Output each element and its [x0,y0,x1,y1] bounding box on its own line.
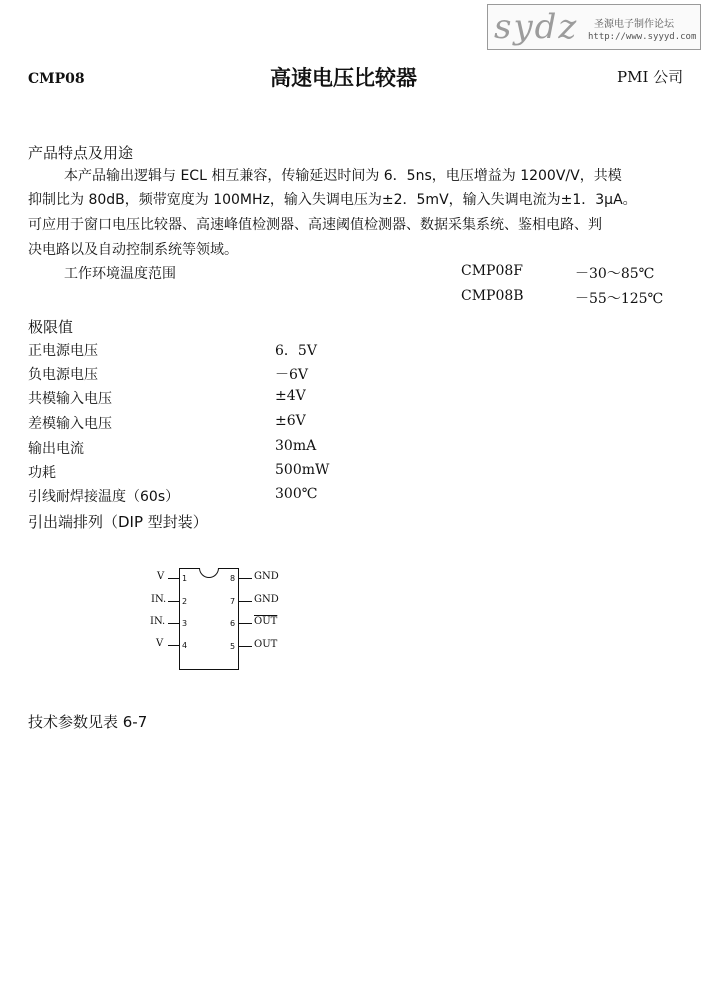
limit-label: 引线耐焊接温度（60s） [28,489,180,505]
features-line: 可应用于窗口电压比较器、高速峰值检测器、高速阈值检测器、数据采集系统、鉴相电路、判 [28,217,602,233]
pin-name: IN. [151,594,167,605]
limit-value: －6V [275,367,309,383]
pin-lead [238,646,252,647]
pinout-heading: 引出端排列（DIP 型封装） [28,513,208,531]
features-line: 本产品输出逻辑与 ECL 相互兼容，传输延迟时间为 6．5ns，电压增益为 1200V/V，共模 [64,168,622,184]
page-title: 高速电压比较器 [270,66,417,90]
limit-label: 负电源电压 [28,367,98,383]
pin-number: 5 [230,642,236,651]
limit-value: ±4V [275,388,306,404]
pin-number: 4 [182,641,188,650]
package-notch [199,568,219,578]
features-line: 抑制比为 80dB，频带宽度为 100MHz，输入失调电压为±2．5mV，输入失调电流为±1．3μA。 [28,192,637,208]
pin-name: V [156,638,164,649]
limit-value: ±6V [275,413,306,429]
pin-lead [238,623,252,624]
footer-note: 技术参数见表 6-7 [28,713,148,731]
temp-range-label: 工作环境温度范围 [64,266,176,282]
pin-number: 3 [182,619,188,628]
watermark-logo [487,4,701,50]
pin-name: V [157,571,165,582]
pin-lead [238,601,252,602]
pin-name: $\overline{OUT}$ [254,616,278,627]
pin-number: 2 [182,597,188,606]
pin-name: GND [254,594,279,605]
temp-part: CMP08F [461,263,523,279]
limit-label: 功耗 [28,465,56,481]
limit-label: 共模输入电压 [28,391,112,407]
pin-lead [168,645,179,646]
pin-number: 7 [230,597,236,606]
features-line: 决电路以及自动控制系统等领域。 [28,242,238,258]
pin-lead [238,578,252,579]
limit-label: 输出电流 [28,441,84,457]
features-heading: 产品特点及用途 [28,144,134,162]
limit-value: 6．5V [275,343,317,359]
model-number: CMP08 [28,71,85,87]
watermark-site-name: 圣源电子制作论坛 [594,19,674,30]
limits-heading: 极限值 [28,318,74,336]
limit-value: 30mA [275,438,317,454]
temp-range: －30～85℃ [575,266,655,282]
watermark-logo-text: sydz [494,7,579,47]
temp-part: CMP08B [461,288,524,304]
pin-lead [168,578,179,579]
pin-number: 8 [230,574,236,583]
pin-name: GND [254,571,279,582]
limit-value: 500mW [275,462,330,478]
temp-range: －55～125℃ [575,291,664,307]
pin-lead [168,601,179,602]
watermark-url: http://www.syyyd.com [588,32,697,42]
limit-value: 300℃ [275,486,318,502]
pin-name: IN. [150,616,166,627]
pin-lead [168,623,179,624]
pin-number: 6 [230,619,236,628]
limit-label: 差模输入电压 [28,416,112,432]
pin-name: OUT [254,639,278,650]
company-name: PMI 公司 [617,68,684,86]
pin-number: 1 [182,574,188,583]
limit-label: 正电源电压 [28,343,98,359]
